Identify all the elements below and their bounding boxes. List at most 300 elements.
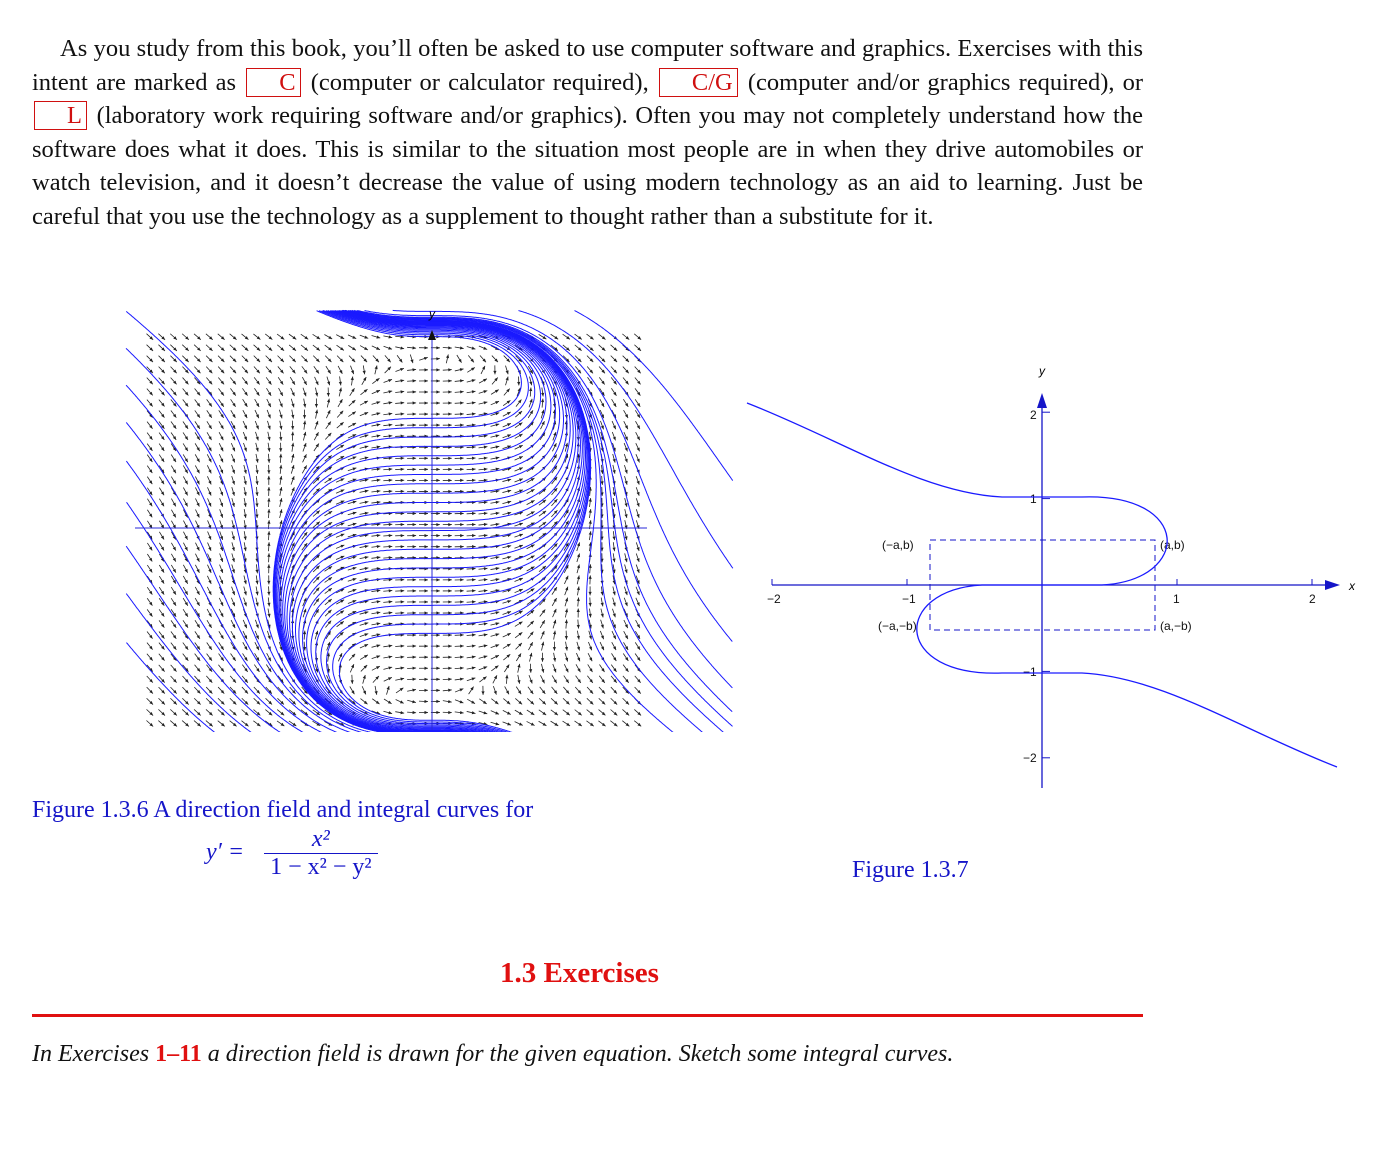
direction-arrowhead — [424, 711, 428, 714]
integral-curve — [126, 546, 287, 732]
direction-arrowhead — [484, 633, 488, 636]
integral-curve — [126, 594, 257, 732]
direction-arrowhead — [400, 346, 404, 349]
direction-arrowhead — [565, 598, 568, 602]
direction-arrowhead — [436, 379, 440, 382]
direction-arrowhead — [424, 689, 428, 692]
direction-arrowhead — [256, 437, 259, 441]
direction-arrowhead — [625, 602, 628, 606]
direction-arrowhead — [436, 457, 440, 460]
direction-arrowhead — [590, 723, 594, 726]
direction-arrowhead — [303, 609, 306, 613]
direction-arrowhead — [506, 664, 509, 668]
direction-arrowhead — [279, 487, 282, 491]
direction-arrowhead — [387, 686, 390, 690]
direction-arrowhead — [577, 609, 580, 613]
direction-arrowhead — [161, 591, 164, 595]
point-label: (a,b) — [1160, 538, 1185, 552]
direction-arrowhead — [519, 534, 523, 537]
direction-arrowhead — [460, 457, 464, 460]
direction-arrowhead — [244, 602, 247, 606]
direction-arrowhead — [353, 578, 357, 581]
direction-arrowhead — [244, 547, 247, 551]
direction-arrowhead — [436, 578, 440, 581]
direction-arrowhead — [470, 687, 473, 691]
direction-arrowhead — [232, 470, 235, 474]
section-title: 1.3 Exercises — [500, 957, 659, 989]
direction-arrowhead — [315, 631, 318, 635]
direction-arrowhead — [553, 647, 556, 651]
direction-arrowhead — [388, 390, 392, 393]
direction-arrowhead — [327, 393, 330, 397]
direction-arrowhead — [400, 678, 404, 681]
direction-arrowhead — [472, 534, 476, 537]
direction-arrowhead — [448, 523, 452, 526]
direction-arrowhead — [589, 381, 592, 385]
direction-arrowhead — [541, 658, 544, 662]
direction-arrowhead — [363, 675, 366, 679]
direction-arrowhead — [412, 678, 416, 681]
direction-arrowhead — [401, 611, 405, 614]
x-axis-arrowhead — [1325, 580, 1340, 590]
direction-arrowhead — [505, 675, 508, 679]
direction-arrowhead — [448, 401, 452, 404]
direction-arrowhead — [267, 531, 270, 535]
direction-arrowhead — [436, 689, 440, 692]
direction-arrowhead — [541, 642, 544, 646]
direction-arrowhead — [436, 390, 440, 393]
direction-arrowhead — [413, 589, 417, 592]
direction-arrowhead — [460, 368, 464, 371]
y-tick-label: 2 — [1030, 408, 1037, 422]
direction-arrowhead — [613, 470, 616, 474]
direction-arrowhead — [410, 359, 413, 363]
direction-arrowhead — [424, 700, 428, 703]
direction-arrowhead — [389, 401, 393, 404]
direction-arrowhead — [566, 336, 570, 339]
direction-arrowhead — [149, 480, 152, 484]
direction-arrowhead — [436, 667, 440, 670]
direction-arrowhead — [413, 523, 417, 526]
direction-arrowhead — [161, 624, 164, 628]
direction-arrowhead — [401, 644, 405, 647]
direction-arrowhead — [352, 456, 356, 459]
direction-arrowhead — [613, 392, 616, 396]
direction-arrowhead — [220, 514, 223, 518]
direction-arrowhead — [365, 501, 369, 504]
direction-arrowhead — [413, 479, 417, 482]
direction-arrowhead — [256, 668, 259, 672]
direction-arrowhead — [413, 401, 417, 404]
direction-arrowhead — [401, 401, 405, 404]
direction-arrowhead — [494, 691, 497, 695]
direction-arrowhead — [496, 445, 500, 448]
y-tick-label: 1 — [1030, 492, 1037, 506]
direction-arrowhead — [424, 589, 428, 592]
direction-arrowhead — [448, 379, 452, 382]
direction-arrowhead — [460, 645, 464, 648]
direction-arrowhead — [413, 534, 417, 537]
direction-arrowhead — [448, 346, 452, 349]
direction-arrowhead — [436, 512, 440, 515]
direction-arrowhead — [304, 336, 308, 339]
direction-arrowhead — [232, 403, 235, 407]
direction-arrowhead — [483, 701, 487, 704]
direction-arrowhead — [413, 468, 417, 471]
direction-arrowhead — [448, 457, 452, 460]
direction-arrowhead — [255, 514, 258, 518]
direction-arrowhead — [424, 479, 428, 482]
direction-arrowhead — [637, 481, 640, 485]
direction-arrowhead — [173, 425, 176, 429]
direction-arrowhead — [612, 492, 615, 496]
direction-arrowhead — [448, 468, 452, 471]
direction-arrowhead — [507, 400, 511, 403]
direction-arrowhead — [279, 454, 282, 458]
direction-arrowhead — [401, 490, 405, 493]
direction-arrowhead — [472, 655, 476, 658]
direction-arrowhead — [268, 668, 271, 672]
direction-arrowhead — [315, 393, 318, 397]
direction-arrowhead — [460, 667, 464, 670]
direction-arrowhead — [436, 545, 440, 548]
direction-arrowhead — [209, 403, 212, 407]
direction-arrowhead — [220, 503, 223, 507]
direction-arrowhead — [413, 379, 417, 382]
direction-arrowhead — [530, 690, 533, 694]
direction-arrowhead — [353, 468, 357, 471]
direction-arrowhead — [244, 492, 247, 496]
direction-arrowhead — [232, 591, 235, 595]
direction-arrowhead — [613, 437, 616, 441]
direction-arrowhead — [389, 490, 393, 493]
direction-arrowhead — [388, 335, 392, 338]
intro-text-1: As you study from this book, you’ll often be asked to use computer software and graphics. Exercises with this intent are marked as — [32, 35, 1143, 96]
direction-arrowhead — [460, 589, 464, 592]
direction-arrowhead — [566, 723, 570, 726]
direction-arrowhead — [625, 657, 628, 661]
direction-arrowhead — [472, 523, 476, 526]
direction-arrowhead — [413, 545, 417, 548]
direction-arrowhead — [267, 476, 270, 480]
direction-arrowhead — [401, 457, 405, 460]
direction-arrowhead — [460, 390, 464, 393]
equation-fraction — [264, 826, 377, 881]
direction-arrowhead — [519, 545, 523, 548]
direction-arrowhead — [267, 437, 270, 441]
direction-arrowhead — [472, 711, 476, 714]
direction-arrowhead — [401, 468, 405, 471]
direction-arrowhead — [424, 346, 428, 349]
direction-arrowhead — [460, 534, 464, 537]
direction-arrowhead — [327, 381, 330, 385]
direction-arrowhead — [460, 346, 464, 349]
y-axis-arrowhead — [1037, 393, 1047, 408]
direction-arrowhead — [496, 457, 500, 460]
direction-arrowhead — [424, 468, 428, 471]
direction-arrowhead — [232, 492, 235, 496]
direction-arrowhead — [365, 512, 369, 515]
direction-arrowhead — [424, 600, 428, 603]
direction-arrowhead — [436, 600, 440, 603]
direction-arrowhead — [448, 578, 452, 581]
direction-arrowhead — [149, 591, 152, 595]
direction-arrowhead — [436, 412, 440, 415]
direction-arrowhead — [496, 578, 500, 581]
direction-arrowhead — [401, 578, 405, 581]
direction-arrowhead — [328, 577, 332, 580]
direction-field-figure — [125, 302, 735, 732]
tag-computer: C — [246, 68, 300, 97]
direction-arrowhead — [424, 390, 428, 393]
direction-arrowhead — [506, 377, 509, 381]
direction-arrowhead — [413, 490, 417, 493]
equation-denominator: 1 − x² − y² — [264, 853, 377, 881]
direction-arrowhead — [413, 667, 417, 670]
direction-arrowhead — [448, 368, 452, 371]
direction-arrowhead — [268, 426, 271, 430]
direction-arrowhead — [448, 700, 452, 703]
direction-arrowhead — [268, 381, 271, 385]
direction-arrowhead — [496, 512, 500, 515]
direction-arrowhead — [565, 647, 568, 651]
direction-arrowhead — [625, 459, 628, 463]
direction-arrowhead — [636, 547, 639, 551]
direction-arrowhead — [389, 412, 393, 415]
direction-arrowhead — [375, 691, 378, 695]
tag-computer-graphics: C/G — [659, 68, 738, 97]
direction-arrowhead — [460, 523, 464, 526]
implicit-curve-figure — [740, 360, 1380, 800]
direction-arrowhead — [637, 657, 640, 661]
integral-curve — [365, 311, 733, 688]
direction-arrowhead — [424, 678, 428, 681]
direction-arrowhead — [244, 536, 247, 540]
direction-arrowhead — [637, 492, 640, 496]
direction-arrowhead — [554, 587, 557, 591]
direction-arrowhead — [401, 600, 405, 603]
equation-lhs: y′ = — [206, 839, 245, 866]
direction-arrowhead — [424, 457, 428, 460]
direction-arrowhead — [636, 514, 639, 518]
direction-arrowhead — [472, 666, 476, 669]
direction-arrowhead — [448, 534, 452, 537]
direction-arrowhead — [377, 622, 381, 625]
direction-arrowhead — [388, 347, 392, 350]
direction-arrowhead — [303, 392, 306, 396]
direction-arrowhead — [577, 625, 580, 629]
direction-arrowhead — [413, 512, 417, 515]
direction-arrowhead — [197, 414, 200, 418]
direction-arrowhead — [448, 589, 452, 592]
intro-paragraph — [32, 32, 1143, 233]
direction-arrowhead — [460, 479, 464, 482]
integral-curve — [126, 461, 331, 732]
direction-arrowhead — [460, 468, 464, 471]
direction-arrowhead — [291, 426, 294, 430]
y-axis-label: y — [1039, 364, 1045, 378]
direction-arrowhead — [353, 567, 357, 570]
direction-arrowhead — [577, 542, 580, 546]
direction-arrowhead — [424, 656, 428, 659]
x-tick-label: 2 — [1309, 592, 1316, 606]
direction-arrowhead — [496, 611, 500, 614]
direction-arrowhead — [292, 336, 296, 339]
point-label: (a,−b) — [1160, 619, 1192, 633]
direction-arrowhead — [389, 479, 393, 482]
direction-arrowhead — [364, 622, 368, 625]
integral-curve — [126, 311, 415, 732]
direction-arrowhead — [472, 545, 476, 548]
direction-arrowhead — [267, 448, 270, 452]
direction-arrowhead — [578, 723, 582, 726]
direction-arrowhead — [413, 645, 417, 648]
intro-text-3: (computer and/or graphics required), or — [747, 68, 1144, 96]
direction-arrowhead — [388, 655, 392, 658]
direction-arrowhead — [400, 688, 404, 691]
direction-arrowhead — [589, 531, 592, 535]
direction-arrowhead — [267, 487, 270, 491]
direction-arrowhead — [460, 556, 464, 559]
x-tick-label: 1 — [1173, 592, 1180, 606]
direction-arrowhead — [400, 379, 404, 382]
direction-arrowhead — [637, 403, 640, 407]
direction-arrowhead — [232, 657, 235, 661]
direction-arrowhead — [413, 390, 417, 393]
direction-arrowhead — [507, 434, 511, 437]
direction-arrowhead — [291, 443, 294, 447]
direction-arrowhead — [553, 631, 556, 635]
direction-arrowhead — [315, 421, 318, 425]
direction-arrowhead — [244, 668, 247, 672]
direction-arrowhead — [244, 514, 247, 518]
x-axis-label: x — [1349, 579, 1355, 593]
direction-arrowhead — [460, 512, 464, 515]
direction-arrowhead — [446, 354, 449, 358]
direction-arrowhead — [636, 503, 639, 507]
direction-arrowhead — [267, 498, 270, 502]
y-tick-label: −2 — [1023, 751, 1037, 765]
direction-arrowhead — [436, 368, 440, 371]
direction-arrowhead — [340, 347, 344, 350]
direction-arrowhead — [413, 578, 417, 581]
direction-arrowhead — [554, 336, 558, 339]
direction-arrowhead — [220, 547, 223, 551]
tag-laboratory: L — [34, 101, 87, 130]
direction-arrowhead — [377, 600, 381, 603]
direction-arrowhead — [601, 426, 604, 430]
direction-arrowhead — [448, 645, 452, 648]
direction-arrowhead — [161, 613, 164, 617]
direction-arrowhead — [436, 346, 440, 349]
direction-arrowhead — [244, 503, 247, 507]
direction-arrowhead — [220, 558, 223, 562]
direction-arrowhead — [481, 691, 484, 695]
direction-arrowhead — [436, 589, 440, 592]
direction-arrowhead — [496, 567, 500, 570]
direction-arrowhead — [327, 399, 330, 403]
direction-arrowhead — [149, 469, 152, 473]
direction-arrowhead — [637, 558, 640, 562]
direction-arrowhead — [413, 656, 417, 659]
direction-arrowhead — [519, 423, 523, 426]
intro-text-4: (laboratory work requiring software and/or graphics). Often you may not completely understand how the software does what it does. This is similar to the situation most people are in when they drive automobiles or watch television, and it doesn’t decrease the value of using modern technology as an aid to learning. Just be careful that you use the technology as a supplement to thought rather than a substitute for it. — [32, 102, 1143, 230]
direction-arrowhead — [389, 644, 393, 647]
direction-arrowhead — [529, 399, 532, 403]
direction-arrowhead — [209, 646, 212, 650]
direction-arrowhead — [529, 388, 532, 392]
direction-arrowhead — [256, 603, 259, 607]
direction-arrowhead — [244, 481, 247, 485]
direction-arrowhead — [401, 589, 405, 592]
direction-arrowhead — [185, 436, 188, 440]
direction-arrowhead — [436, 711, 440, 714]
direction-arrowhead — [424, 412, 428, 415]
direction-arrowhead — [279, 498, 282, 502]
direction-arrowhead — [424, 633, 428, 636]
direction-arrowhead — [472, 446, 476, 449]
direction-arrowhead — [448, 512, 452, 515]
direction-arrowhead — [483, 390, 487, 393]
direction-arrowhead — [424, 512, 428, 515]
direction-arrowhead — [279, 476, 282, 480]
direction-arrowhead — [448, 711, 452, 714]
direction-arrowhead — [267, 553, 270, 557]
direction-arrowhead — [365, 457, 369, 460]
direction-arrowhead — [507, 611, 511, 614]
direction-arrowhead — [589, 603, 592, 607]
direction-arrowhead — [517, 680, 520, 684]
direction-arrowhead — [267, 614, 270, 618]
direction-arrowhead — [377, 468, 381, 471]
direction-arrowhead — [601, 668, 604, 672]
direction-arrowhead — [220, 403, 223, 407]
direction-arrowhead — [424, 368, 428, 371]
direction-arrowhead — [436, 534, 440, 537]
direction-arrowhead — [293, 723, 297, 726]
direction-arrowhead — [496, 523, 500, 526]
direction-arrowhead — [279, 448, 282, 452]
direction-arrowhead — [589, 592, 592, 596]
direction-arrowhead — [389, 534, 393, 537]
direction-arrowhead — [412, 689, 416, 692]
direction-arrowhead — [577, 553, 580, 557]
direction-arrowhead — [364, 336, 368, 339]
direction-arrowhead — [339, 388, 342, 392]
direction-arrowhead — [483, 711, 487, 714]
direction-arrowhead — [424, 534, 428, 537]
direction-arrowhead — [578, 336, 582, 339]
direction-arrowhead — [589, 575, 592, 579]
direction-arrowhead — [365, 545, 369, 548]
direction-arrowhead — [553, 669, 556, 673]
direction-arrowhead — [436, 490, 440, 493]
direction-arrowhead — [291, 454, 294, 458]
intro-text-2: (computer or calculator required), — [310, 68, 649, 96]
direction-arrowhead — [255, 503, 258, 507]
direction-arrowhead — [220, 657, 223, 661]
direction-arrowhead — [149, 602, 152, 606]
direction-arrowhead — [601, 603, 604, 607]
direction-arrowhead — [460, 401, 464, 404]
direction-arrowhead — [637, 569, 640, 573]
direction-arrowhead — [624, 514, 627, 518]
direction-arrowhead — [472, 390, 476, 393]
direction-arrowhead — [365, 490, 369, 493]
direction-arrowhead — [316, 370, 319, 374]
direction-arrowhead — [436, 424, 440, 427]
implicit-curve-branch — [917, 585, 1337, 767]
